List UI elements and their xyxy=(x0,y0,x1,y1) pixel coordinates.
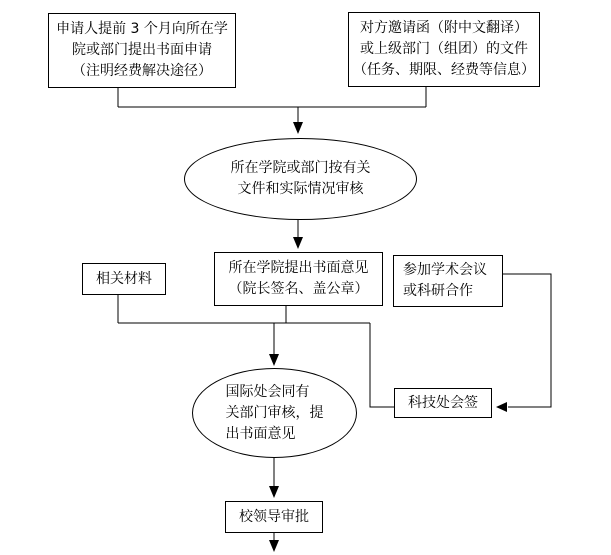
node-college-review xyxy=(184,138,417,220)
text-line: 或科研合作 xyxy=(403,283,473,299)
node-conference-cooperation xyxy=(393,255,503,307)
node-college-opinion xyxy=(214,252,383,306)
node-scitech-countersign xyxy=(394,388,492,418)
text-line: 院或部门提出书面申请 xyxy=(72,42,212,58)
text-line: 参加学术会议 xyxy=(403,262,487,278)
arrowhead-to-international-review xyxy=(269,354,279,366)
text-line: 校领导审批 xyxy=(239,508,309,525)
text-line: 国际处会同有 xyxy=(225,383,310,400)
node-college-opinion-text xyxy=(229,258,369,300)
node-international-office-review xyxy=(192,368,357,458)
arrowhead-to-college-opinion xyxy=(293,237,303,249)
text-line: 科技处会签 xyxy=(408,394,478,411)
node-applicant-request-text xyxy=(56,19,228,82)
text-line: 对方邀请函（附中文翻译） xyxy=(360,20,528,36)
arrowhead-to-scitech xyxy=(496,402,507,412)
text-line: （任务、期限、经费等信息） xyxy=(353,62,535,78)
node-scitech-countersign-text xyxy=(408,393,478,414)
text-line: 关部门审核，提 xyxy=(225,404,324,421)
connector-conference-to-scitech xyxy=(503,274,551,407)
text-line: （注明经费解决途径） xyxy=(72,63,212,79)
text-line: 申请人提前 3 个月向所在学 xyxy=(56,21,228,37)
text-line: 文件和实际情况审核 xyxy=(237,181,364,197)
node-leader-approval xyxy=(225,501,323,533)
text-line: （院长签名、盖公章） xyxy=(228,281,369,297)
text-line: 所在学院或部门按有关 xyxy=(230,160,371,176)
node-invitation-letter-text xyxy=(353,18,535,81)
node-related-materials xyxy=(82,263,166,295)
text-line: 所在学院提出书面意见 xyxy=(228,260,369,276)
arrowhead-exit xyxy=(269,540,279,552)
text-line: 出书面意见 xyxy=(225,425,296,442)
node-leader-approval-text xyxy=(239,507,309,528)
node-international-office-review-text xyxy=(226,382,324,445)
node-related-materials-text xyxy=(96,269,152,290)
node-conference-cooperation-text xyxy=(403,260,487,302)
text-line: 相关材料 xyxy=(96,270,152,287)
connector-scitech-branch xyxy=(370,323,394,407)
node-college-review-text xyxy=(231,158,371,200)
node-applicant-request xyxy=(48,13,236,88)
arrowhead-to-college-review xyxy=(293,122,303,134)
arrowhead-to-leader-approval xyxy=(269,486,279,498)
node-invitation-letter xyxy=(348,12,540,87)
text-line: 或上级部门（组团）的文件 xyxy=(360,41,528,57)
